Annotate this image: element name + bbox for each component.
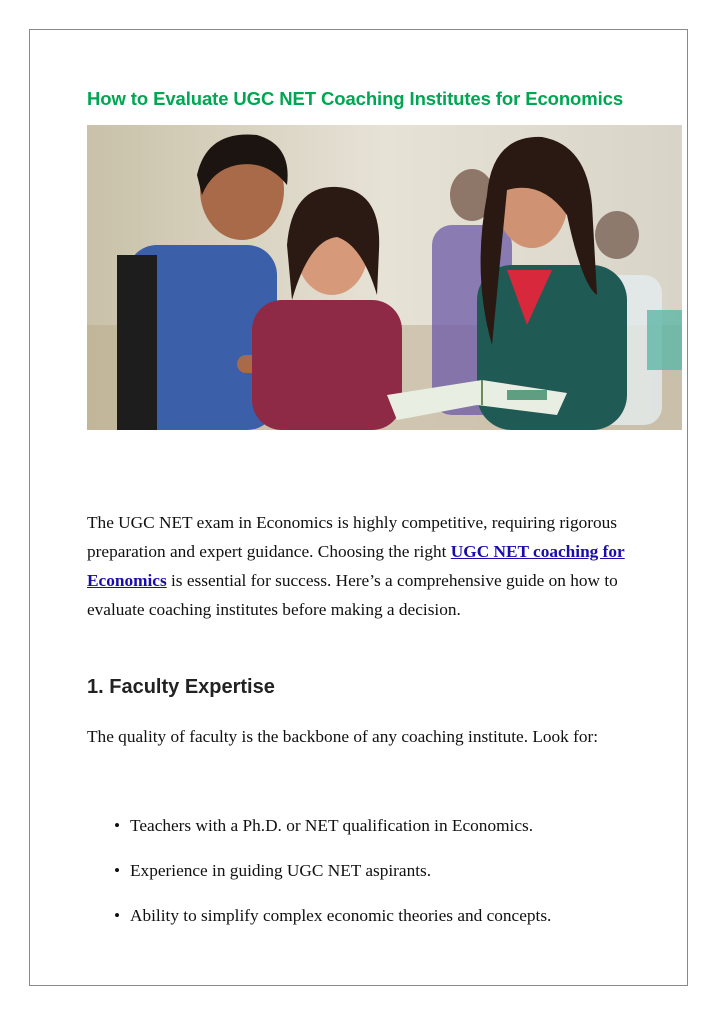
bullet-icon: • xyxy=(114,861,121,880)
students-photo xyxy=(87,125,682,430)
section-heading-faculty: 1. Faculty Expertise xyxy=(87,676,275,698)
list-item xyxy=(110,812,551,857)
bullet-icon: • xyxy=(114,816,121,835)
faculty-paragraph: The quality of faculty is the backbone of any coaching institute. Look for: xyxy=(87,727,599,746)
intro-text-after: is essential for success. Here’s a comprehensive guide on how to evaluate coaching institutes before making a decision. xyxy=(87,571,618,619)
bullet-icon: • xyxy=(114,906,121,925)
faculty-bullet-list xyxy=(110,812,551,947)
document-title: How to Evaluate UGC NET Coaching Institutes for Economics xyxy=(87,88,624,109)
list-item xyxy=(110,857,551,902)
bullet-text: Ability to simplify complex economic theories and concepts. xyxy=(130,906,552,925)
bullet-text: Experience in guiding UGC NET aspirants. xyxy=(130,861,432,880)
list-item xyxy=(110,902,551,947)
intro-paragraph xyxy=(87,508,647,624)
ugc-net-coaching-link[interactable]: UGC NET coaching for Economics xyxy=(87,542,625,590)
bullet-text: Teachers with a Ph.D. or NET qualification in Economics. xyxy=(130,816,534,835)
intro-text-before: The UGC NET exam in Economics is highly competitive, requiring rigorous preparation and expert guidance. Choosing the right xyxy=(87,513,618,561)
